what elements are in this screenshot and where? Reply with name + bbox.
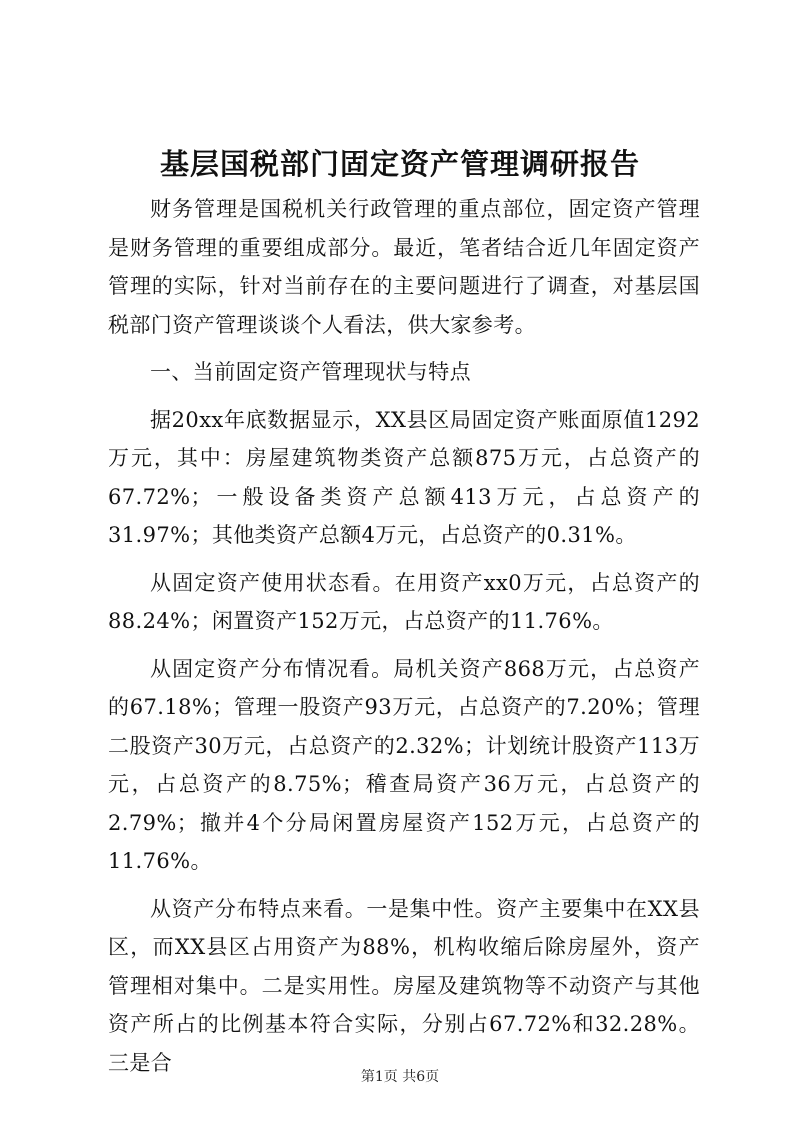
paragraph-distribution: 从固定资产分布情况看。局机关资产868万元，占总资产的67.18%；管理一股资产93万元，占总资产的7.20%；管理二股资产30万元，占总资产的2.32%；计划统计股资产113万元，占总资产的8.75%；稽查局资产36万元，占总资产的2.79%；撤并4个分局闲置房屋资产152万元，占总资产的11.76%。 [108, 656, 700, 873]
paragraph-asset-totals: 据20xx年底数据显示，XX县区局固定资产账面原值1292万元，其中：房屋建筑物类资产总额875万元，占总资产的67.72%；一般设备类资产总额413万元，占总资产的31.97%；其他类资产总额4万元，占总资产的0.31%。 [108, 407, 700, 547]
paragraph-characteristics: 从资产分布特点来看。一是集中性。资产主要集中在XX县区，而XX县区占用资产为88%，机构收缩后除房屋外，资产管理相对集中。二是实用性。房屋及建筑物等不动资产与其他资产所占的比例基本符合实际，分别占67.72%和32.28%。三是合 [108, 896, 700, 1075]
document-title: 基层国税部门固定资产管理调研报告 [159, 147, 640, 181]
page-number-footer: 第1页 共6页 [360, 1069, 440, 1085]
document-body [108, 190, 700, 1082]
section-heading-1: 一、当前固定资产管理现状与特点 [150, 360, 471, 384]
paragraph-usage-status: 从固定资产使用状态看。在用资产xx0万元，占总资产的88.24%；闲置资产152万元，占总资产的11.76%。 [108, 570, 700, 633]
paragraph-intro: 财务管理是国税机关行政管理的重点部位，固定资产管理是财务管理的重要组成部分。最近，笔者结合近几年固定资产管理的实际，针对当前存在的主要问题进行了调查，对基层国税部门资产管理谈谈个人看法，供大家参考。 [108, 197, 700, 337]
